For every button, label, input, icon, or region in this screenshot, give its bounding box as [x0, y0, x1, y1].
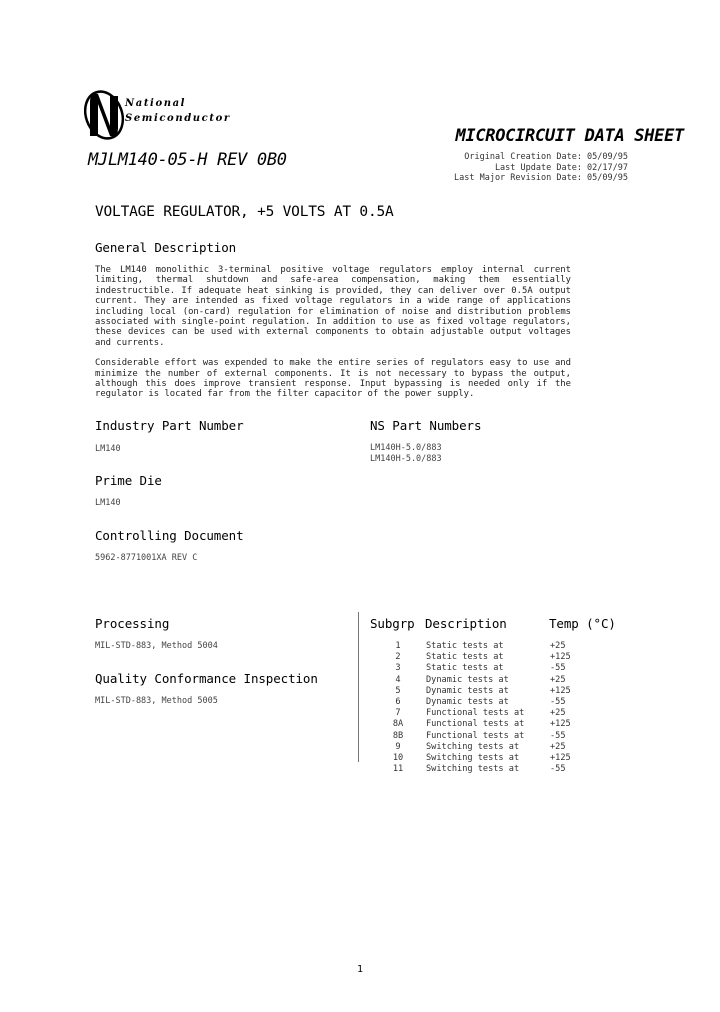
- quality-conformance-value: MIL-STD-883, Method 5005: [95, 696, 218, 706]
- temp-cell: -55: [550, 663, 566, 674]
- temp-cell: +25: [550, 674, 566, 685]
- table-row: [370, 652, 590, 663]
- ns-part-numbers-heading: NS Part Numbers: [370, 418, 482, 433]
- main-title: VOLTAGE REGULATOR, +5 VOLTS AT 0.5A: [95, 204, 394, 220]
- subgroup-cell: 10: [392, 752, 404, 763]
- description-cell: Static tests at: [426, 641, 504, 651]
- table-row: [370, 753, 590, 764]
- table-row: [370, 708, 590, 719]
- controlling-document-value: 5962-8771001XA REV C: [95, 553, 198, 563]
- description-cell: Functional tests at: [426, 708, 525, 719]
- processing-heading: Processing: [95, 616, 170, 631]
- column-divider: [358, 612, 359, 762]
- revision-dates: [454, 152, 628, 184]
- quality-conformance-heading: Quality Conformance Inspection: [95, 671, 318, 686]
- temp-cell: -55: [550, 730, 566, 741]
- table-row: [370, 697, 590, 708]
- subgrp-header: Subgrp: [370, 616, 415, 631]
- last-major-revision-date: Last Major Revision Date: 05/09/95: [454, 173, 628, 183]
- general-description-body: [95, 265, 571, 400]
- sheet-title: MICROCIRCUIT DATA SHEET: [455, 126, 684, 146]
- subgroup-cell: 4: [395, 674, 401, 685]
- ns-part-number: LM140H-5.0/883: [370, 454, 442, 464]
- subgroup-cell: 7: [395, 708, 401, 719]
- description-cell: Switching tests at: [426, 741, 520, 752]
- description-cell: Functional tests at: [426, 719, 525, 730]
- logo-line-semiconductor: Semiconductor: [125, 113, 231, 124]
- subgroup-cell: 11: [392, 764, 404, 775]
- temp-cell: +125: [550, 685, 571, 696]
- description-cell: Static tests at: [426, 652, 504, 663]
- subgroup-cell: 3: [395, 663, 401, 674]
- subgroup-cell: 2: [395, 652, 401, 663]
- industry-part-number-heading: Industry Part Number: [95, 418, 244, 433]
- logo-line-national: National: [125, 98, 187, 109]
- subgroup-cell: 6: [395, 696, 401, 707]
- temp-cell: +25: [550, 741, 566, 752]
- table-row: [370, 675, 590, 686]
- description-cell: Dynamic tests at: [426, 674, 509, 685]
- description-cell: Switching tests at: [426, 764, 520, 775]
- subgroup-cell: 5: [395, 685, 401, 696]
- subgroup-cell: 1: [395, 641, 401, 651]
- page-number: 1: [356, 964, 364, 975]
- temp-cell: +125: [550, 719, 571, 730]
- ns-part-number: LM140H-5.0/883: [370, 443, 442, 453]
- part-title: MJLM140-05-H REV 0B0: [88, 150, 287, 170]
- table-row: [370, 719, 590, 730]
- table-row: [370, 764, 590, 775]
- subgroup-table: [370, 641, 590, 775]
- general-description-paragraph: The LM140 monolithic 3-terminal positive voltage regulators employ internal current limiting, thermal shutdown and safe-area compensation, making them essentially indestructible. If adequate heat sinking is provided, they can deliver over 0.5A output current. They are intended as fixed voltage regulators in a wide range of applications including local (on-card) regulation for elimination of noise and distribution problems associated with single-point regulation. In addition to use as fixed voltage regulators, these devices can be used with external components to obtain adjustable output voltages and currents.: [95, 265, 571, 348]
- temp-cell: +125: [550, 752, 571, 763]
- ns-logo-mark-icon: [84, 88, 126, 142]
- description-header: Description: [425, 616, 507, 631]
- temp-header: Temp (°C): [549, 616, 616, 631]
- temp-cell: +125: [550, 652, 571, 663]
- general-description-paragraph: Considerable effort was expended to make the entire series of regulators easy to use and minimize the number of external components. It is not necessary to bypass the output, although this does improve transient response. Input bypassing is needed only if the regulator is located far from the filter capacitor of the power supply.: [95, 358, 571, 400]
- table-row: [370, 663, 590, 674]
- table-row: [370, 686, 590, 697]
- temp-cell: +25: [550, 641, 566, 651]
- controlling-document-heading: Controlling Document: [95, 528, 244, 543]
- description-cell: Switching tests at: [426, 752, 520, 763]
- temp-cell: +25: [550, 708, 566, 719]
- prime-die-heading: Prime Die: [95, 473, 162, 488]
- description-cell: Static tests at: [426, 663, 504, 674]
- subgroup-cell: 9: [395, 741, 401, 752]
- national-semiconductor-logo: [84, 88, 244, 142]
- original-creation-date: Original Creation Date: 05/09/95: [464, 152, 628, 162]
- temp-cell: -55: [550, 696, 566, 707]
- processing-value: MIL-STD-883, Method 5004: [95, 641, 218, 651]
- prime-die-value: LM140: [95, 498, 121, 508]
- temp-cell: -55: [550, 764, 566, 775]
- subgroup-cell: 8A: [392, 719, 404, 730]
- general-description-heading: General Description: [95, 240, 237, 255]
- ns-part-numbers-list: [370, 443, 442, 465]
- industry-part-number: LM140: [95, 444, 121, 454]
- subgroup-cell: 8B: [392, 730, 404, 741]
- table-row: [370, 731, 590, 742]
- description-cell: Dynamic tests at: [426, 685, 509, 696]
- last-update-date: Last Update Date: 02/17/97: [494, 162, 628, 173]
- description-cell: Dynamic tests at: [426, 696, 509, 707]
- table-row: [370, 742, 590, 753]
- table-row: [370, 641, 590, 652]
- description-cell: Functional tests at: [426, 730, 525, 741]
